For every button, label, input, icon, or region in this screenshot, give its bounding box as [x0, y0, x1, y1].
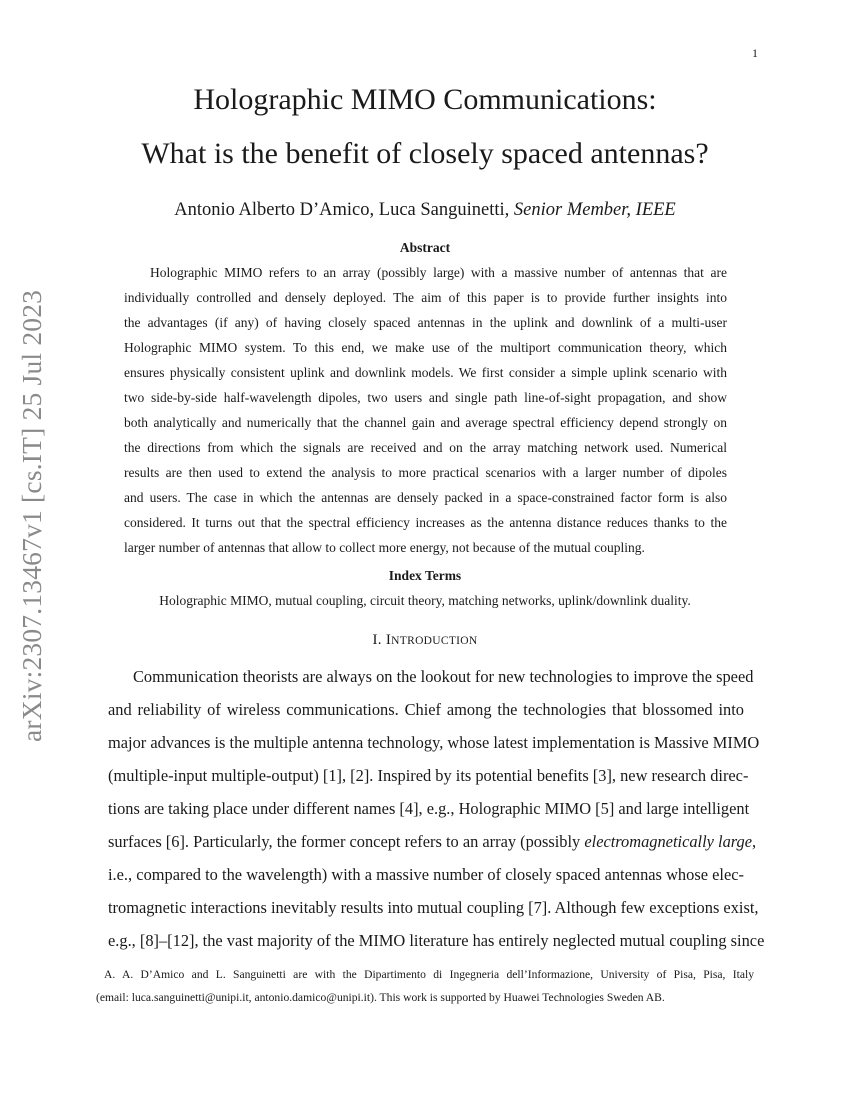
body-line: e.g., [8]–[12], the vast majority of the MIMO literature has entirely neglected mutual coupling since: [108, 931, 765, 950]
abstract-line: two side-by-side half-wavelength dipoles, two users and single path line-of-sight propagation, and show: [124, 390, 727, 405]
author-names: Antonio Alberto D’Amico, Luca Sanguinetti,: [174, 200, 514, 220]
body-line: major advances is the multiple antenna technology, whose latest implementation is Massive MIMO: [108, 733, 760, 752]
abstract-line: Holographic MIMO refers to an array (possibly large) with a massive number of antennas that are: [150, 265, 727, 280]
abstract-line: results are then used to extend the analysis to more practical scenarios with a larger number of dipoles: [124, 465, 727, 480]
body-line: tions are taking place under different names [4], e.g., Holographic MIMO [5] and large intelligent: [108, 799, 750, 818]
paper-title-line-2: What is the benefit of closely spaced antennas?: [141, 137, 709, 170]
body-line: [108, 831, 757, 853]
abstract-line: Holographic MIMO system. To this end, we make use of the multiport communication theory, which: [124, 340, 727, 355]
abstract-line: ensures physically consistent uplink and downlink models. We first consider a simple uplink scenario with: [124, 365, 727, 380]
arxiv-identifier-sidebar: arXiv:2307.13467v1 [cs.IT] 25 Jul 2023: [16, 289, 47, 742]
body-line-tail: ,: [752, 832, 757, 851]
body-line: Communication theorists are always on the lookout for new technologies to improve the speed: [133, 667, 754, 686]
body-line: i.e., compared to the wavelength) with a massive number of closely spaced antennas whose elec-: [108, 865, 744, 884]
emphasis-text: electromagnetically large: [584, 832, 753, 851]
footnote-line: A. A. D’Amico and L. Sanguinetti are with the Dipartimento di Ingegneria dell’Informazione, University of Pisa, Pisa, Italy: [104, 968, 754, 981]
abstract-heading: Abstract: [399, 240, 451, 255]
author-membership: Senior Member, IEEE: [513, 200, 676, 220]
abstract-line: considered. It turns out that the spectral efficiency increases as the antenna distance reduces thanks to the: [124, 515, 727, 530]
section-numeral: I.: [372, 632, 386, 648]
index-terms-heading: Index Terms: [388, 568, 462, 583]
abstract-line: individually controlled and densely deployed. The aim of this paper is to provide further insights into: [124, 290, 727, 305]
author-list: [0, 200, 850, 221]
section-heading-introduction: [0, 632, 850, 649]
body-line: and reliability of wireless communications. Chief among the technologies that blossomed into: [108, 700, 744, 719]
page-number: 1: [752, 46, 758, 60]
heading-smallcaps: NTRODUCTION: [391, 635, 478, 647]
footnote-line: (email: luca.sanguinetti@unipi.it, antonio.damico@unipi.it). This work is supported by Huawei Technologies Sweden AB.: [96, 991, 665, 1004]
abstract-line: the directions from which the signals are received and on the array matching network used. Numerical: [124, 440, 727, 455]
paper-title-line-1: Holographic MIMO Communications:: [193, 83, 657, 116]
abstract-line: both analytically and numerically that the channel gain and average spectral efficiency depend strongly on: [124, 415, 727, 430]
abstract-line: the advantages (if any) of having closely spaced antennas in the uplink and downlink of a multi-user: [124, 315, 727, 330]
body-line: (multiple-input multiple-output) [1], [2]. Inspired by its potential benefits [3], new research direc-: [108, 766, 749, 785]
abstract-line: and users. The case in which the antennas are densely packed in a space-constrained factor form is also: [124, 490, 727, 505]
index-terms-list: Holographic MIMO, mutual coupling, circuit theory, matching networks, uplink/downlink duality.: [159, 593, 691, 608]
body-line-text: surfaces [6]. Particularly, the former concept refers to an array (possibly: [108, 832, 585, 851]
heading-initial: I: [385, 632, 392, 648]
body-line: tromagnetic interactions inevitably results into mutual coupling [7]. Although few exceptions exist,: [108, 898, 759, 917]
abstract-line: larger number of antennas that allow to collect more energy, not because of the mutual coupling.: [124, 540, 645, 555]
